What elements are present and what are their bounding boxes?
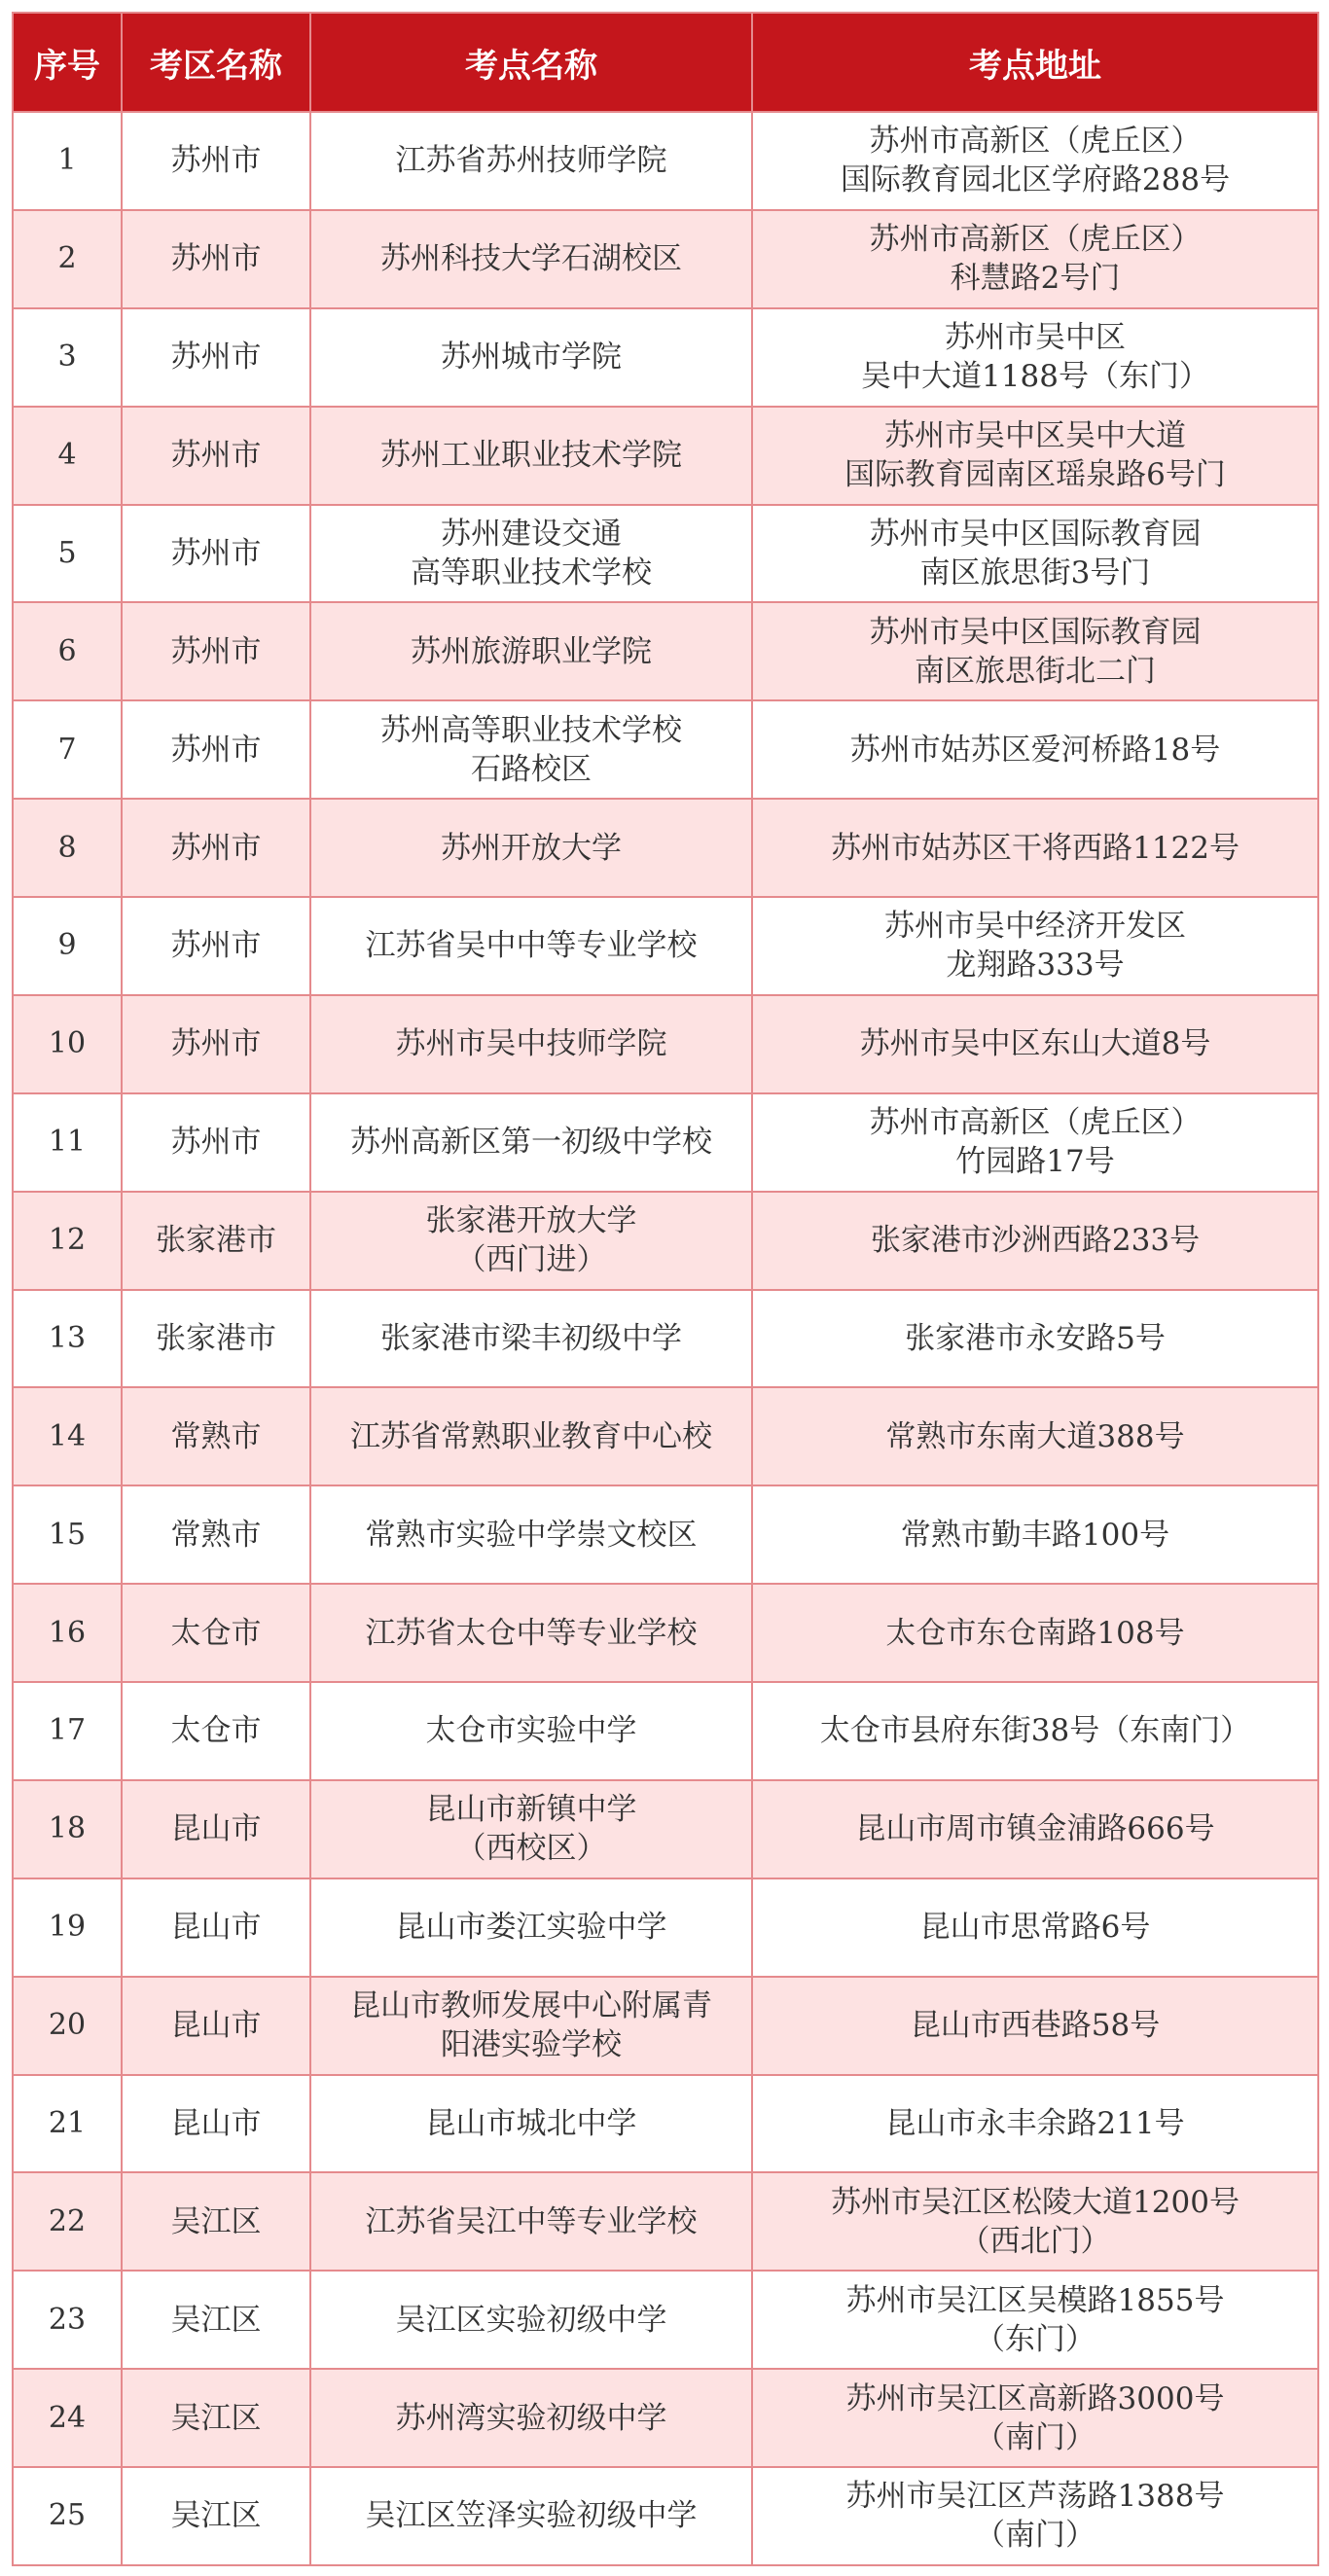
table-row [13,210,1318,308]
cell-site-address: 常熟市东南大道388号 [752,1387,1318,1485]
cell-serial-number: 3 [13,308,122,407]
cell-district-name: 苏州市 [122,602,310,700]
cell-serial-number: 5 [13,505,122,603]
cell-site-address: 常熟市勤丰路100号 [752,1485,1318,1584]
cell-site-name: 张家港开放大学 （西门进） [310,1192,752,1290]
cell-site-name: 江苏省太仓中等专业学校 [310,1584,752,1682]
table-row [13,1878,1318,1977]
cell-site-address: 苏州市姑苏区干将西路1122号 [752,799,1318,897]
table-row [13,897,1318,995]
cell-district-name: 吴江区 [122,2172,310,2271]
cell-site-name: 江苏省吴中中等专业学校 [310,897,752,995]
cell-serial-number: 1 [13,112,122,210]
table-row [13,1780,1318,1878]
cell-district-name: 苏州市 [122,995,310,1093]
cell-serial-number: 10 [13,995,122,1093]
cell-site-address: 苏州市高新区（虎丘区） 科慧路2号门 [752,210,1318,308]
cell-site-name: 昆山市新镇中学 （西校区） [310,1780,752,1878]
cell-serial-number: 21 [13,2075,122,2173]
cell-serial-number: 25 [13,2467,122,2565]
table-row [13,1584,1318,1682]
cell-site-name: 苏州市吴中技师学院 [310,995,752,1093]
cell-serial-number: 16 [13,1584,122,1682]
cell-district-name: 常熟市 [122,1387,310,1485]
cell-site-address: 昆山市永丰余路211号 [752,2075,1318,2173]
cell-site-name: 苏州旅游职业学院 [310,602,752,700]
table-row [13,2172,1318,2271]
cell-serial-number: 9 [13,897,122,995]
cell-site-name: 张家港市梁丰初级中学 [310,1290,752,1388]
cell-site-address: 苏州市吴中区国际教育园 南区旅思街3号门 [752,505,1318,603]
exam-site-table-container [12,12,1317,2564]
cell-site-address: 张家港市沙洲西路233号 [752,1192,1318,1290]
table-row [13,2369,1318,2467]
table-row [13,1485,1318,1584]
cell-site-name: 昆山市娄江实验中学 [310,1878,752,1977]
cell-site-address: 苏州市吴中区东山大道8号 [752,995,1318,1093]
cell-site-address: 苏州市吴江区松陵大道1200号 （西北门） [752,2172,1318,2271]
cell-serial-number: 23 [13,2271,122,2369]
cell-serial-number: 15 [13,1485,122,1584]
cell-district-name: 张家港市 [122,1290,310,1388]
cell-district-name: 吴江区 [122,2467,310,2565]
cell-district-name: 太仓市 [122,1682,310,1780]
cell-serial-number: 11 [13,1093,122,1192]
cell-site-address: 苏州市吴江区芦荡路1388号 （南门） [752,2467,1318,2565]
cell-district-name: 吴江区 [122,2271,310,2369]
cell-site-name: 苏州工业职业技术学院 [310,407,752,505]
table-row [13,2271,1318,2369]
cell-site-name: 苏州城市学院 [310,308,752,407]
cell-site-address: 太仓市东仓南路108号 [752,1584,1318,1682]
table-header-row [13,13,1318,112]
table-row [13,1977,1318,2075]
cell-site-name: 苏州湾实验初级中学 [310,2369,752,2467]
exam-site-table [12,12,1319,2566]
cell-serial-number: 13 [13,1290,122,1388]
table-body [13,112,1318,2565]
header-site-name: 考点名称 [310,13,752,112]
cell-site-address: 昆山市周市镇金浦路666号 [752,1780,1318,1878]
cell-serial-number: 7 [13,700,122,799]
table-row [13,2467,1318,2565]
cell-district-name: 苏州市 [122,897,310,995]
table-row [13,407,1318,505]
cell-serial-number: 6 [13,602,122,700]
cell-site-address: 张家港市永安路5号 [752,1290,1318,1388]
cell-site-address: 苏州市吴中区吴中大道 国际教育园南区瑶泉路6号门 [752,407,1318,505]
cell-site-address: 苏州市吴中区 吴中大道1188号（东门） [752,308,1318,407]
table-row [13,1093,1318,1192]
cell-district-name: 昆山市 [122,1878,310,1977]
cell-district-name: 常熟市 [122,1485,310,1584]
cell-site-name: 太仓市实验中学 [310,1682,752,1780]
table-row [13,700,1318,799]
cell-district-name: 苏州市 [122,505,310,603]
cell-district-name: 昆山市 [122,1977,310,2075]
cell-serial-number: 2 [13,210,122,308]
cell-site-name: 常熟市实验中学崇文校区 [310,1485,752,1584]
cell-serial-number: 19 [13,1878,122,1977]
header-site-address: 考点地址 [752,13,1318,112]
table-row [13,799,1318,897]
cell-district-name: 昆山市 [122,1780,310,1878]
cell-site-address: 苏州市高新区（虎丘区） 竹园路17号 [752,1093,1318,1192]
cell-site-address: 苏州市姑苏区爱河桥路18号 [752,700,1318,799]
cell-serial-number: 18 [13,1780,122,1878]
cell-serial-number: 8 [13,799,122,897]
cell-site-name: 苏州建设交通 高等职业技术学校 [310,505,752,603]
cell-district-name: 张家港市 [122,1192,310,1290]
cell-site-name: 昆山市教师发展中心附属青 阳港实验学校 [310,1977,752,2075]
table-row [13,112,1318,210]
cell-district-name: 苏州市 [122,407,310,505]
cell-site-address: 昆山市西巷路58号 [752,1977,1318,2075]
cell-site-name: 吴江区笠泽实验初级中学 [310,2467,752,2565]
cell-district-name: 苏州市 [122,112,310,210]
cell-serial-number: 22 [13,2172,122,2271]
table-row [13,995,1318,1093]
table-row [13,308,1318,407]
table-row [13,2075,1318,2173]
cell-serial-number: 12 [13,1192,122,1290]
header-district-name: 考区名称 [122,13,310,112]
cell-site-name: 苏州开放大学 [310,799,752,897]
table-row [13,1192,1318,1290]
cell-site-name: 吴江区实验初级中学 [310,2271,752,2369]
cell-site-address: 苏州市吴中经济开发区 龙翔路333号 [752,897,1318,995]
cell-site-address: 苏州市吴江区高新路3000号 （南门） [752,2369,1318,2467]
table-row [13,1682,1318,1780]
header-serial-number: 序号 [13,13,122,112]
cell-site-name: 苏州科技大学石湖校区 [310,210,752,308]
cell-district-name: 苏州市 [122,700,310,799]
cell-site-address: 昆山市思常路6号 [752,1878,1318,1977]
table-row [13,602,1318,700]
cell-district-name: 昆山市 [122,2075,310,2173]
cell-site-name: 昆山市城北中学 [310,2075,752,2173]
cell-district-name: 吴江区 [122,2369,310,2467]
cell-district-name: 苏州市 [122,799,310,897]
cell-district-name: 苏州市 [122,210,310,308]
cell-serial-number: 4 [13,407,122,505]
cell-site-address: 苏州市吴中区国际教育园 南区旅思街北二门 [752,602,1318,700]
cell-site-address: 苏州市吴江区吴模路1855号 （东门） [752,2271,1318,2369]
cell-site-name: 江苏省苏州技师学院 [310,112,752,210]
cell-site-name: 江苏省吴江中等专业学校 [310,2172,752,2271]
cell-district-name: 苏州市 [122,1093,310,1192]
cell-site-name: 苏州高等职业技术学校 石路校区 [310,700,752,799]
table-row [13,1387,1318,1485]
cell-district-name: 太仓市 [122,1584,310,1682]
cell-site-name: 江苏省常熟职业教育中心校 [310,1387,752,1485]
table-row [13,1290,1318,1388]
cell-serial-number: 24 [13,2369,122,2467]
table-row [13,505,1318,603]
cell-district-name: 苏州市 [122,308,310,407]
cell-site-name: 苏州高新区第一初级中学校 [310,1093,752,1192]
cell-site-address: 苏州市高新区（虎丘区） 国际教育园北区学府路288号 [752,112,1318,210]
cell-serial-number: 20 [13,1977,122,2075]
cell-serial-number: 14 [13,1387,122,1485]
cell-site-address: 太仓市县府东街38号（东南门） [752,1682,1318,1780]
cell-serial-number: 17 [13,1682,122,1780]
